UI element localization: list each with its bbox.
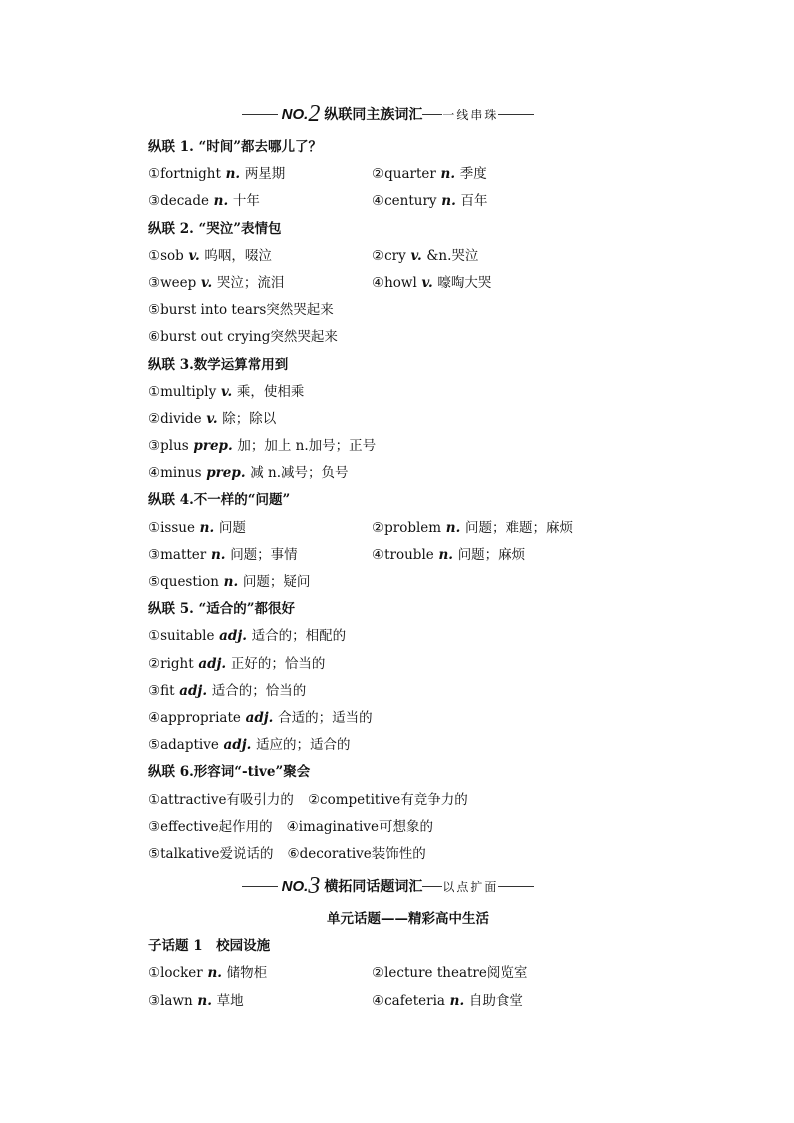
entry-meaning: 问题 [218, 519, 246, 536]
entry-number: ④ [148, 465, 161, 482]
banner-rule-mid [422, 114, 442, 115]
banner-title: 横拓同话题词汇 [324, 879, 423, 896]
group-heading: 纵联 5. “适合的”都很好 [148, 601, 296, 618]
entry-number: ① [148, 965, 161, 982]
group-heading: 纵联 2. “哭泣”表情包 [148, 220, 282, 237]
vocab-entry [372, 542, 525, 569]
section-banner-3 [148, 872, 628, 900]
entry-number: ② [372, 965, 385, 982]
vocab-entry [148, 166, 285, 182]
entry-part-of-speech: n. [220, 166, 245, 183]
entry-meaning: 问题；疑问 [242, 574, 311, 590]
vocab-entry [148, 993, 244, 1009]
vocab-entry [148, 710, 373, 726]
entry-part-of-speech: adj. [218, 737, 257, 754]
entry-part-of-speech: v. [416, 274, 438, 291]
entry-number: ⑥ [148, 329, 161, 346]
entry-part-of-speech: prep. [201, 465, 251, 482]
entry-number: ① [148, 247, 161, 264]
entry-word: cry [384, 247, 406, 264]
entry-word: decade [160, 193, 209, 210]
banner-no-label: NO. [281, 877, 309, 895]
entry-meaning: 减 n.减号；负号 [250, 465, 349, 482]
entry-word: matter [160, 546, 207, 563]
entry-part-of-speech: v. [183, 247, 205, 264]
entry-meaning: 适应的；适合的 [256, 737, 351, 754]
entry-meaning: 有吸引力的 [226, 791, 294, 808]
vocab-entry [148, 819, 273, 835]
entry-word: adaptive [160, 737, 219, 754]
entry-word: burst into tears [160, 302, 267, 319]
vocab-row [148, 841, 648, 868]
vocab-entry [372, 270, 491, 297]
entry-word: effective [160, 818, 219, 835]
vocab-row [148, 515, 648, 542]
entry-number: ③ [148, 682, 161, 699]
entry-word: lawn [160, 992, 193, 1009]
entry-part-of-speech: n. [433, 546, 458, 563]
vocab-entry [372, 515, 573, 542]
entry-meaning: 嚎啕大哭 [437, 274, 492, 291]
entry-meaning: 阅览室 [486, 965, 528, 982]
entry-number: ③ [148, 818, 161, 835]
vocab-row [148, 678, 648, 705]
entry-number: ③ [148, 438, 161, 455]
vocab-entry [288, 846, 426, 862]
banner-no-label: NO. [281, 105, 309, 123]
entry-number: ① [148, 519, 161, 536]
vocab-entry [287, 819, 433, 835]
banner-no-number: 3 [308, 872, 321, 899]
vocab-entry [148, 384, 304, 400]
entry-word: competitive [320, 791, 401, 808]
vocab-entry [148, 683, 306, 699]
entry-part-of-speech: adj. [193, 655, 231, 672]
entry-part-of-speech: adj. [214, 628, 252, 645]
vocab-entry [148, 965, 267, 981]
group-heading: 纵联 1. “时间”都去哪儿了？ [148, 139, 323, 155]
entry-number: ⑤ [148, 737, 161, 754]
vocab-row [148, 433, 648, 460]
banner-rule-left [242, 886, 278, 887]
vocab-entry [148, 737, 351, 753]
vocab-row [148, 623, 648, 650]
entry-number: ④ [372, 992, 385, 1009]
entry-part-of-speech: n. [441, 519, 466, 536]
vocab-row [148, 243, 648, 270]
vocab-entry [308, 792, 468, 808]
entry-part-of-speech: v. [405, 247, 427, 264]
vocab-entry [148, 465, 349, 481]
banner-rule-mid [422, 886, 442, 887]
entry-part-of-speech: adj. [240, 709, 279, 726]
vocab-row [148, 988, 648, 1015]
vocab-entry [372, 161, 487, 188]
vocab-row [148, 705, 648, 732]
vocab-entry [372, 188, 487, 215]
entry-number: ④ [148, 709, 161, 726]
entry-word: attractive [160, 791, 227, 808]
entry-number: ② [372, 247, 385, 264]
entry-word: imaginative [298, 818, 379, 835]
vocab-row [148, 569, 648, 596]
entry-number: ③ [148, 546, 161, 563]
entry-meaning: 呜咽，啜泣 [204, 247, 272, 264]
entry-word: decorative [299, 845, 372, 862]
entry-number: ① [148, 628, 161, 645]
entry-word: talkative [160, 845, 220, 862]
entry-word: minus [160, 465, 202, 482]
vocab-row [148, 960, 648, 987]
banner-rule-right [498, 886, 534, 887]
entry-word: quarter [384, 166, 436, 183]
entry-number: ② [372, 519, 385, 536]
banner-rule-right [498, 114, 534, 115]
entry-part-of-speech: n. [444, 992, 469, 1009]
vocab-row [148, 651, 648, 678]
entry-number: ② [148, 410, 161, 427]
entry-number: ④ [372, 546, 385, 563]
entry-part-of-speech: n. [194, 519, 219, 536]
entry-number: ④ [372, 274, 385, 291]
entry-meaning: 爱说话的 [219, 845, 274, 862]
entry-meaning: 适合的；恰当的 [211, 682, 307, 699]
vocab-row [148, 732, 648, 759]
vocab-row [148, 814, 648, 841]
entry-meaning: 突然哭起来 [266, 302, 334, 319]
entry-meaning: 有竞争力的 [400, 791, 468, 808]
entry-meaning: 可想象的 [378, 818, 433, 835]
vocab-entry [148, 792, 294, 808]
entry-part-of-speech: n. [435, 166, 460, 183]
document-page [148, 100, 648, 1015]
entry-word: lecture theatre [384, 965, 487, 982]
entry-part-of-speech: prep. [188, 438, 238, 455]
entry-number: ② [372, 166, 385, 183]
entry-meaning: 正好的；恰当的 [230, 655, 326, 672]
entry-word: appropriate [160, 709, 241, 726]
vocab-row [148, 460, 648, 487]
group-heading: 纵联 3.数学运算常用到 [148, 356, 289, 373]
entry-number: ② [148, 655, 161, 672]
entry-word: weep [160, 274, 197, 291]
banner-no-number: 2 [308, 100, 321, 127]
entry-meaning: 装饰性的 [371, 845, 426, 862]
entry-number: ④ [286, 818, 299, 835]
entry-number: ③ [148, 992, 161, 1009]
entry-meaning: 草地 [216, 992, 244, 1009]
entry-number: ⑤ [148, 845, 161, 862]
entry-number: ⑤ [148, 302, 161, 319]
vocab-entry [148, 547, 298, 563]
entry-word: burst out crying [160, 329, 271, 346]
banner-tagline: 以点扩面 [442, 879, 499, 894]
entry-number: ③ [148, 193, 161, 210]
entry-number: ① [148, 791, 161, 808]
vocab-entry [148, 411, 276, 427]
entry-word: suitable [160, 628, 215, 645]
entry-word: issue [160, 519, 195, 536]
vocab-entry [148, 248, 272, 264]
vocab-entry [148, 329, 338, 345]
entry-meaning: &n.哭泣 [426, 247, 479, 264]
entry-meaning: 百年 [460, 193, 488, 210]
entry-meaning: 乘，使相乘 [236, 383, 305, 400]
subtopic-heading: 子话题 1 校园设施 [148, 938, 271, 955]
vocab-row [148, 787, 648, 814]
vocab-entry [372, 988, 523, 1015]
vocab-entry [372, 243, 478, 270]
entry-meaning: 合适的；适当的 [278, 709, 373, 726]
vocab-entry [148, 193, 260, 209]
vocab-entry [148, 574, 310, 590]
vocab-entry [372, 960, 527, 987]
vocabulary-groups [148, 134, 648, 868]
vocab-entry [148, 656, 325, 672]
entry-word: sob [160, 247, 184, 264]
entry-meaning: 两星期 [244, 166, 286, 183]
entry-part-of-speech: v. [196, 274, 217, 291]
group-heading: 纵联 4.不一样的“问题” [148, 492, 291, 509]
entry-word: century [384, 193, 437, 210]
entry-word: question [160, 574, 219, 590]
banner-tagline: 一线串珠 [442, 107, 499, 122]
entry-meaning: 哭泣；流泪 [216, 274, 285, 291]
entry-number: ① [148, 166, 161, 183]
vocab-entry [148, 302, 334, 318]
entry-word: trouble [384, 546, 434, 563]
vocab-row [148, 406, 648, 433]
entry-number: ④ [372, 193, 385, 210]
entry-word: locker [160, 965, 203, 982]
entry-word: problem [384, 519, 442, 536]
entry-word: cafeteria [384, 992, 445, 1009]
entry-part-of-speech: n. [206, 546, 231, 563]
vocab-entry [148, 628, 346, 644]
vocab-row [148, 270, 648, 297]
subtopic-entries [148, 960, 648, 1014]
entry-part-of-speech: v. [201, 410, 223, 427]
group-heading: 纵联 6.形容词“-tive”聚会 [148, 764, 311, 781]
vocab-entry [148, 520, 246, 536]
entry-number: ② [307, 791, 321, 808]
entry-word: fortnight [160, 166, 221, 183]
vocab-entry [148, 846, 274, 862]
entry-meaning: 适合的；相配的 [251, 628, 347, 645]
entry-number: ③ [148, 274, 161, 291]
banner-rule-left [242, 114, 278, 115]
vocab-row [148, 297, 648, 324]
entry-part-of-speech: v. [216, 383, 237, 400]
entry-part-of-speech: adj. [174, 682, 212, 699]
vocab-row [148, 324, 648, 351]
entry-word: fit [160, 682, 175, 699]
entry-part-of-speech: n. [192, 992, 217, 1009]
vocab-row [148, 542, 648, 569]
unit-topic: 单元话题——精彩高中生活 [327, 911, 489, 928]
entry-part-of-speech: n. [218, 574, 243, 590]
entry-meaning: 十年 [232, 193, 260, 210]
vocab-row [148, 161, 648, 188]
entry-word: plus [160, 438, 189, 455]
entry-word: multiply [160, 383, 217, 400]
vocab-row [148, 379, 648, 406]
entry-word: howl [384, 274, 417, 291]
entry-meaning: 加；加上 n.加号；正号 [237, 438, 377, 455]
banner-title: 纵联同主族词汇 [324, 107, 423, 123]
entry-meaning: 储物柜 [226, 965, 268, 982]
vocab-row [148, 188, 648, 215]
entry-meaning: 问题；难题；麻烦 [465, 519, 574, 536]
section-banner-2 [148, 100, 628, 128]
entry-meaning: 季度 [459, 166, 487, 183]
entry-meaning: 除；除以 [222, 410, 277, 427]
entry-part-of-speech: n. [208, 193, 233, 210]
entry-meaning: 问题；事情 [230, 546, 298, 563]
entry-meaning: 起作用的 [218, 818, 273, 835]
entry-meaning: 问题；麻烦 [457, 546, 526, 563]
entry-number: ⑥ [287, 845, 300, 862]
entry-number: ① [148, 383, 161, 400]
entry-meaning: 自助食堂 [468, 992, 523, 1009]
entry-meaning: 突然哭起来 [270, 329, 338, 346]
entry-number: ⑤ [148, 574, 161, 590]
entry-word: right [160, 655, 194, 672]
entry-word: divide [160, 410, 202, 427]
entry-part-of-speech: n. [436, 193, 461, 210]
vocab-entry [148, 438, 376, 454]
entry-part-of-speech: n. [202, 965, 227, 982]
vocab-entry [148, 275, 284, 291]
